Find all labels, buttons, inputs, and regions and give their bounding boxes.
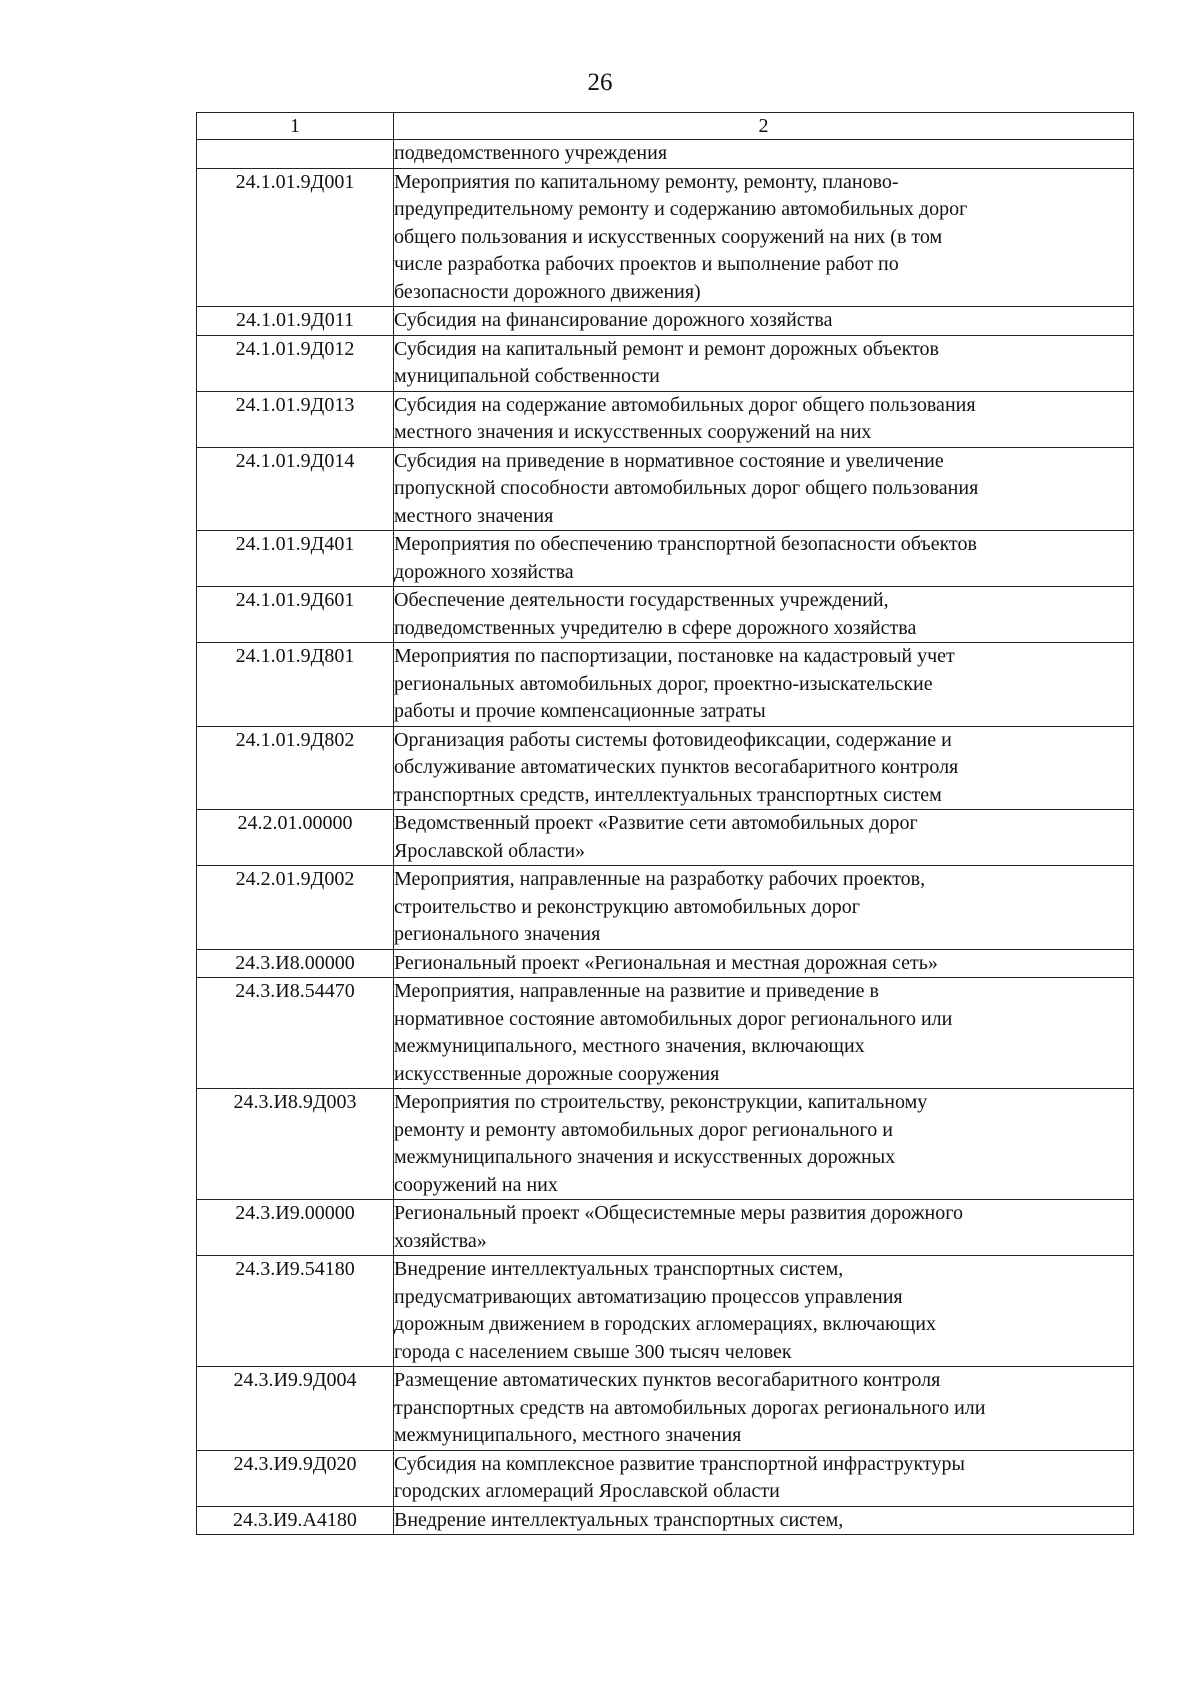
row-code: 24.1.01.9Д012 <box>197 335 394 391</box>
row-code: 24.1.01.9Д401 <box>197 531 394 587</box>
description-line: пропускной способности автомобильных дорог общего пользования <box>394 477 979 499</box>
description-line: числе разработка рабочих проектов и выполнение работ по <box>394 253 899 275</box>
row-description <box>394 531 1134 587</box>
row-description <box>394 168 1134 307</box>
description-line: Субсидия на капитальный ремонт и ремонт дорожных объектов <box>394 337 939 360</box>
description-line: Мероприятия по строительству, реконструкции, капитальному <box>394 1091 928 1113</box>
table-row <box>197 391 1134 447</box>
table-row <box>197 1256 1134 1367</box>
column-header-2: 2 <box>394 113 1134 140</box>
table-header-row <box>197 113 1134 140</box>
row-description <box>394 810 1134 866</box>
description-line: Региональный проект «Региональная и местная дорожная сеть» <box>394 951 938 974</box>
row-description <box>394 866 1134 950</box>
description-line: города с населением свыше 300 тысяч человек <box>394 1340 792 1363</box>
description-line: предупредительному ремонту и содержанию автомобильных дорог <box>394 198 968 220</box>
table-body <box>197 140 1134 1535</box>
table-row <box>197 335 1134 391</box>
column-header-1: 1 <box>197 113 394 140</box>
row-code: 24.2.01.00000 <box>197 810 394 866</box>
table-row <box>197 1200 1134 1256</box>
description-line: нормативное состояние автомобильных дорог регионального или <box>394 1007 953 1030</box>
description-line: Субсидия на финансирование дорожного хозяйства <box>394 309 833 331</box>
description-line: Мероприятия, направленные на разработку рабочих проектов, <box>394 868 926 890</box>
row-description <box>394 1450 1134 1506</box>
description-line: местного значения и искусственных сооружений на них <box>394 421 872 443</box>
description-line: дорожным движением в городских агломерациях, включающих <box>394 1313 937 1335</box>
description-line: местного значения <box>394 504 554 527</box>
table-row <box>197 307 1134 336</box>
row-code <box>197 140 394 169</box>
row-description <box>394 1506 1134 1535</box>
budget-classification-table <box>196 112 1134 1535</box>
description-line: работы и прочие компенсационные затраты <box>394 700 766 722</box>
description-line: транспортных средств на автомобильных дорогах регионального или <box>394 1396 986 1419</box>
description-line: Мероприятия, направленные на развитие и приведение в <box>394 980 879 1002</box>
description-line: искусственные дорожные сооружения <box>394 1062 720 1085</box>
row-code: 24.1.01.9Д001 <box>197 168 394 307</box>
table-row <box>197 949 1134 978</box>
description-line: Региональный проект «Общесистемные меры развития дорожного <box>394 1202 963 1224</box>
row-description <box>394 726 1134 810</box>
page-number: 26 <box>587 69 613 96</box>
table-row <box>197 1506 1134 1535</box>
table-row <box>197 1089 1134 1200</box>
row-description <box>394 643 1134 727</box>
description-line: муниципальной собственности <box>394 365 660 387</box>
row-code: 24.3.И8.00000 <box>197 949 394 978</box>
description-line: региональных автомобильных дорог, проектно-изыскательские <box>394 672 933 695</box>
row-code: 24.1.01.9Д014 <box>197 447 394 531</box>
description-line: городских агломераций Ярославской области <box>394 1480 780 1502</box>
description-line: ремонту и ремонту автомобильных дорог регионального и <box>394 1118 893 1141</box>
row-description <box>394 140 1134 169</box>
description-line: регионального значения <box>394 923 601 945</box>
description-line: предусматривающих автоматизацию процессов управления <box>394 1285 903 1308</box>
table-row <box>197 1367 1134 1451</box>
row-code: 24.3.И8.9Д003 <box>197 1089 394 1200</box>
description-line: межмуниципального значения и искусственных дорожных <box>394 1146 896 1168</box>
row-description <box>394 1200 1134 1256</box>
table-row <box>197 726 1134 810</box>
table-row <box>197 978 1134 1089</box>
description-line: Мероприятия по паспортизации, постановке на кадастровый учет <box>394 645 955 667</box>
row-code: 24.1.01.9Д802 <box>197 726 394 810</box>
description-line: Ведомственный проект «Развитие сети автомобильных дорог <box>394 812 918 834</box>
row-code: 24.1.01.9Д801 <box>197 643 394 727</box>
description-line: Субсидия на содержание автомобильных дорог общего пользования <box>394 393 976 416</box>
description-line: Мероприятия по капитальному ремонту, ремонту, планово- <box>394 170 899 193</box>
row-code: 24.1.01.9Д011 <box>197 307 394 336</box>
description-line: Ярославской области» <box>394 839 586 862</box>
description-line: подведомственного учреждения <box>394 142 668 164</box>
row-code: 24.3.И9.9Д004 <box>197 1367 394 1451</box>
row-code: 24.1.01.9Д013 <box>197 391 394 447</box>
description-line: дорожного хозяйства <box>394 560 574 583</box>
table-row <box>197 810 1134 866</box>
description-line: общего пользования и искусственных сооружений на них (в том <box>394 225 943 248</box>
description-line: транспортных средств, интеллектуальных транспортных систем <box>394 783 942 806</box>
row-description <box>394 978 1134 1089</box>
row-code: 24.3.И9.9Д020 <box>197 1450 394 1506</box>
row-code: 24.2.01.9Д002 <box>197 866 394 950</box>
row-description <box>394 949 1134 978</box>
description-line: Внедрение интеллектуальных транспортных систем, <box>394 1258 844 1280</box>
description-line: Внедрение интеллектуальных транспортных систем, <box>394 1508 844 1531</box>
description-line: безопасности дорожного движения) <box>394 280 701 303</box>
description-line: обслуживание автоматических пунктов весогабаритного контроля <box>394 756 959 778</box>
table-row <box>197 447 1134 531</box>
description-line: сооружений на них <box>394 1173 558 1196</box>
description-line: хозяйства» <box>394 1229 487 1252</box>
table-row <box>197 168 1134 307</box>
description-line: Субсидия на приведение в нормативное состояние и увеличение <box>394 449 944 472</box>
table-row <box>197 587 1134 643</box>
row-code: 24.1.01.9Д601 <box>197 587 394 643</box>
row-description <box>394 391 1134 447</box>
row-description <box>394 1367 1134 1451</box>
table-row <box>197 140 1134 169</box>
description-line: Субсидия на комплексное развитие транспортной инфраструктуры <box>394 1452 965 1475</box>
table-row <box>197 866 1134 950</box>
description-line: строительство и реконструкцию автомобильных дорог <box>394 895 860 918</box>
description-line: Организация работы системы фотовидеофиксации, содержание и <box>394 728 952 751</box>
description-line: межмуниципального, местного значения, включающих <box>394 1035 865 1057</box>
description-line: Обеспечение деятельности государственных учреждений, <box>394 589 889 611</box>
description-line: подведомственных учредителю в сфере дорожного хозяйства <box>394 616 917 639</box>
row-code: 24.3.И9.00000 <box>197 1200 394 1256</box>
row-code: 24.3.И9.54180 <box>197 1256 394 1367</box>
description-line: межмуниципального, местного значения <box>394 1424 742 1446</box>
row-description <box>394 447 1134 531</box>
description-line: Мероприятия по обеспечению транспортной безопасности объектов <box>394 533 977 555</box>
row-code: 24.3.И9.А4180 <box>197 1506 394 1535</box>
row-description <box>394 587 1134 643</box>
row-description <box>394 1256 1134 1367</box>
table-row <box>197 643 1134 727</box>
row-code: 24.3.И8.54470 <box>197 978 394 1089</box>
row-description <box>394 1089 1134 1200</box>
table-row <box>197 531 1134 587</box>
row-description <box>394 335 1134 391</box>
row-description <box>394 307 1134 336</box>
description-line: Размещение автоматических пунктов весогабаритного контроля <box>394 1369 941 1391</box>
table-row <box>197 1450 1134 1506</box>
